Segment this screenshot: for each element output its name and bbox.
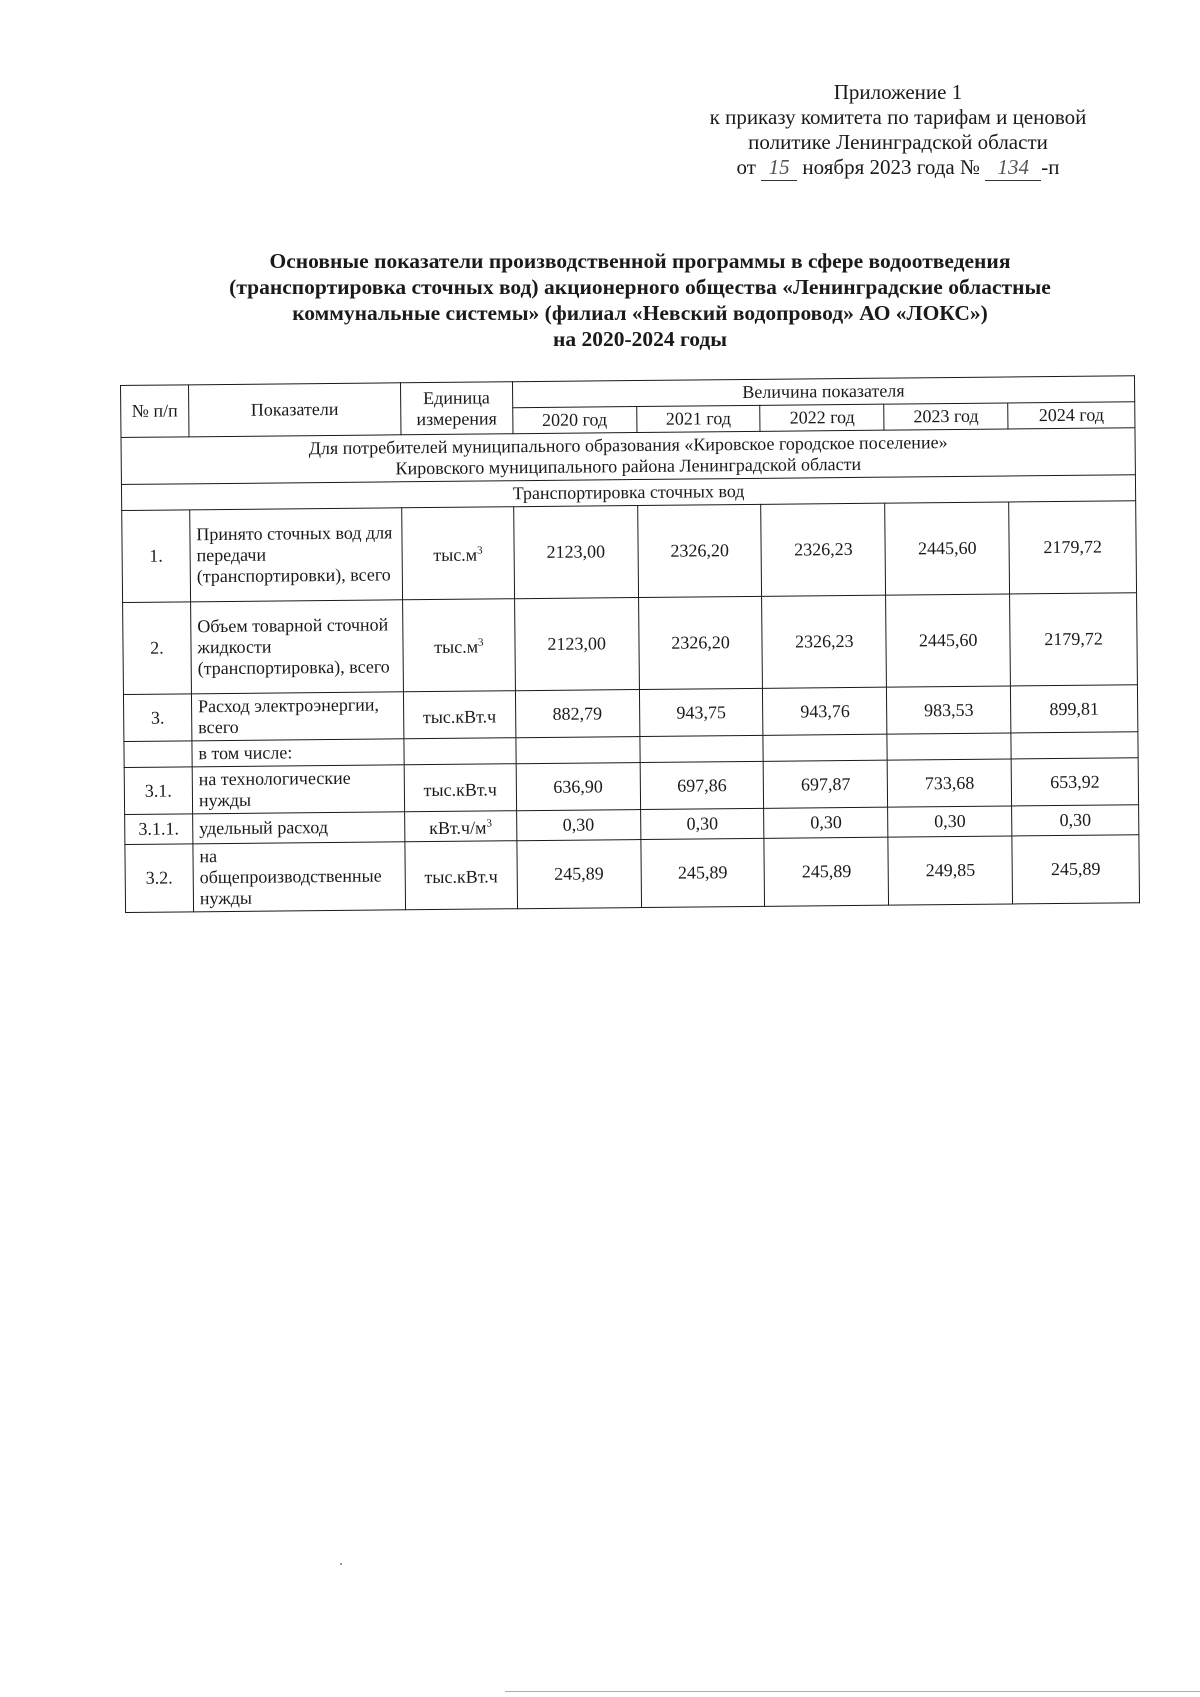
row-value: 0,30 [764,807,888,838]
row-value: 0,30 [1012,805,1139,836]
row-value: 2326,20 [638,596,763,689]
row-number: 3.2. [125,844,194,913]
row-value [516,737,640,764]
header-year: 2023 год [884,403,1008,430]
unit-exponent: 3 [477,544,483,557]
unit-text: тыс.кВт.ч [422,705,497,727]
order-date-line [658,155,1138,181]
title-line-1: Основные показатели производственной программы в сфере водоотведения [269,249,1011,273]
header-year: 2022 год [760,404,884,431]
title-line-2: (транспортировка сточных вод) акционерного общества «Ленинградские областные [229,275,1051,299]
section-heading-line-2: Кировского муниципального района Ленинградской области [395,453,862,479]
row-indicator-name: удельный расход [193,812,405,844]
order-authority-line: политике Ленинградской области [748,130,1048,154]
order-reference-line: к приказу комитета по тарифам и ценовой [709,105,1087,129]
row-value [1011,732,1138,759]
row-value: 0,30 [888,806,1012,837]
scan-edge-line [505,1691,1200,1692]
row-unit [404,811,516,842]
row-value [763,734,887,761]
row-indicator-name: на технологические нужды [192,765,404,814]
row-value: 653,92 [1011,758,1138,806]
row-number: 3.1.1. [125,814,193,845]
row-indicator-name: Принято сточных вод для передачи (транспортировки), всего [190,508,403,602]
row-value: 899,81 [1011,685,1138,733]
appendix-header [658,80,1138,181]
row-value [640,735,764,762]
row-value: 983,53 [887,686,1011,734]
row-value: 636,90 [516,763,640,811]
indicators-table [120,375,1140,913]
row-value: 2445,60 [885,502,1010,595]
row-indicator-name: в том числе: [192,739,404,767]
title-line-4: на 2020-2024 годы [552,327,728,351]
row-value: 943,76 [763,687,887,735]
unit-exponent: 3 [477,636,484,649]
header-year: 2020 год [513,407,637,434]
date-prefix: от [736,155,756,179]
row-value: 245,89 [1012,835,1140,904]
row-value: 697,87 [764,760,888,808]
title-line-3: коммунальные системы» (филиал «Невский водопровод» АО «ЛОКС») [292,301,988,325]
unit-text: тыс.кВт.ч [423,778,497,800]
header-value: Величина показателя [512,376,1134,408]
scan-speck [340,1563,342,1565]
row-value: 2326,23 [761,503,886,596]
handwritten-day: 15 [761,155,797,181]
unit-text: тыс.м [434,636,479,657]
row-unit [403,691,515,739]
row-value [887,733,1011,760]
handwritten-order-number: 134 [985,155,1041,181]
row-unit [404,738,516,765]
table-row [125,835,1140,913]
table-body [122,501,1140,913]
row-value: 2123,00 [514,598,639,691]
table-row [123,593,1138,695]
row-number: 2. [123,602,192,695]
row-value: 249,85 [888,836,1012,905]
row-value: 0,30 [516,810,640,841]
row-value: 697,86 [640,761,764,809]
row-value: 733,68 [887,759,1011,807]
row-value: 882,79 [515,690,639,738]
row-value: 2123,00 [513,506,638,599]
table-row [122,501,1137,603]
row-number: 3. [123,694,191,742]
row-value: 2179,72 [1009,501,1137,594]
row-unit [404,764,516,812]
row-value: 2445,60 [886,594,1011,687]
header-unit: Единица измерения [400,382,512,435]
header-indicator: Показатели [188,383,400,437]
row-value: 245,89 [517,840,641,909]
row-indicator-name: на общепроизводственные нужды [193,842,406,912]
header-number: № п/п [121,385,189,438]
row-value: 943,75 [639,688,763,736]
appendix-label: Приложение 1 [833,80,963,104]
row-number: 1. [122,510,191,603]
row-number: 3.1. [124,767,192,815]
unit-text: тыс.кВт.ч [424,866,498,888]
order-number-suffix: -п [1041,155,1060,179]
document-title [160,248,1120,352]
unit-text: кВт.ч/м [429,817,487,839]
row-value: 245,89 [764,837,888,906]
header-year: 2024 год [1008,402,1135,429]
row-unit [405,841,518,910]
row-value: 245,89 [641,838,765,907]
row-value: 2326,20 [637,504,762,597]
date-middle: ноября 2023 года № [802,155,981,179]
section-heading-line-1: Для потребителей муниципального образования «Кировское городское поселение» [308,432,948,459]
row-unit [402,599,515,692]
header-year: 2021 год [636,405,760,432]
unit-exponent: 3 [486,817,492,830]
row-value: 0,30 [640,808,764,839]
row-unit [402,507,515,600]
row-number [124,741,192,768]
row-indicator-name: Расход электроэнергии, всего [191,692,403,741]
row-value: 2179,72 [1010,593,1138,686]
row-value: 2326,23 [762,595,887,688]
unit-text: тыс.м [433,544,478,565]
row-indicator-name: Объем товарной сточной жидкости (транспортировка), всего [191,600,404,694]
subsection-heading: Транспортировка сточных вод [121,475,1135,511]
